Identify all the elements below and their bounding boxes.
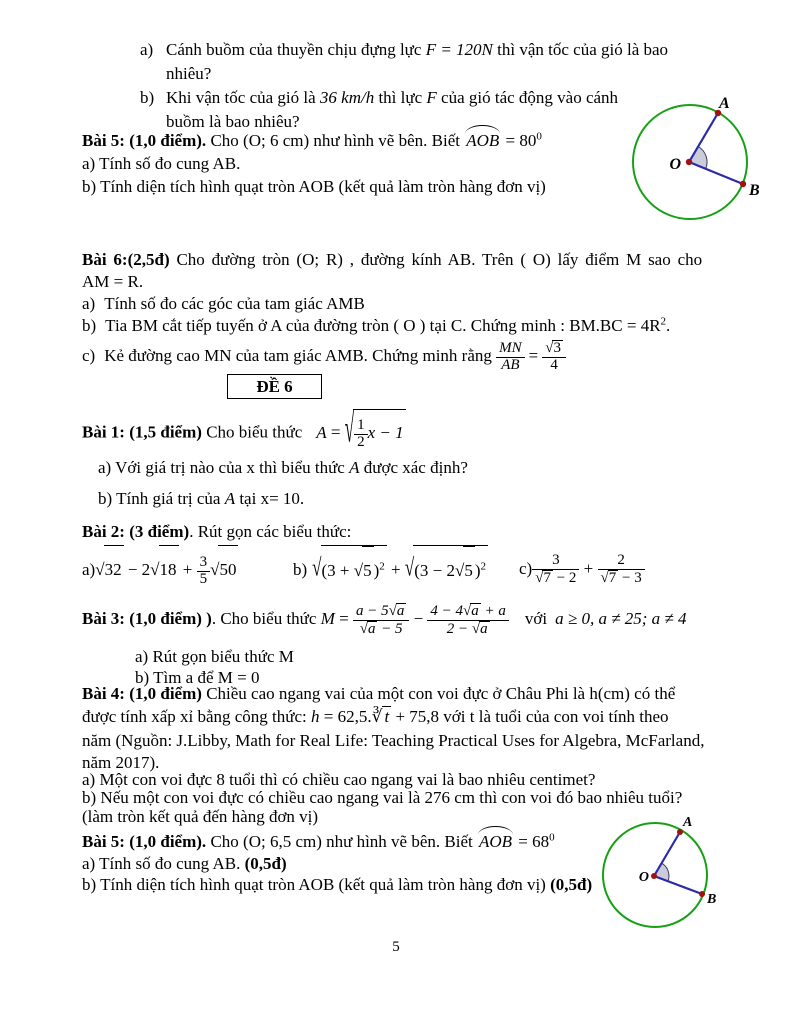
label-a: A bbox=[719, 95, 730, 112]
problem-1-title: Bài 1: (1,5 điểm) bbox=[82, 422, 202, 442]
sqrt-7: √7 bbox=[600, 570, 617, 587]
list-marker-c: c) bbox=[82, 346, 96, 365]
fraction-2-sqrt7-3: $\frac{2}{√7 - 3}$ bbox=[598, 553, 645, 587]
problem-5-item-b: b) Tính diện tích hình quạt tròn AOB (kết quả làm tròn hàng đơn vị) bbox=[82, 177, 546, 196]
equals-sign: = bbox=[334, 609, 353, 628]
outer-sqrt-2: √ (3 − 2√5 )$^2$ bbox=[405, 545, 488, 595]
label-o: O bbox=[638, 870, 649, 885]
condition-label: với bbox=[524, 609, 548, 628]
problem-6-heading bbox=[82, 249, 714, 271]
sqrt-a: √a bbox=[471, 620, 488, 637]
expression-b: b) √ (3 + √5 )$^2$ + √ (3 − 2√5 )$^2$ bbox=[293, 545, 488, 593]
problem-2-title: Bài 2: (3 điểm) bbox=[82, 522, 190, 541]
angle-value: 80 bbox=[519, 131, 537, 150]
item-c-text: Kẻ đường cao MN của tam giác AMB. Chứng minh rằng bbox=[104, 346, 497, 365]
radius-ob bbox=[689, 162, 743, 184]
point-o bbox=[686, 159, 692, 165]
problem-1-item-b: b) Tính giá trị của A tại x= 10. bbox=[98, 489, 305, 508]
list-marker-a: a) bbox=[82, 294, 96, 313]
problem-5-title: Bài 5: (1,0 điểm). bbox=[82, 131, 207, 150]
fraction-sqrt3-4: $\frac{√3}{4}$ bbox=[542, 340, 566, 374]
expression-c: c) $\frac{3}{√7 - 2}$ + $\frac{2}{√7 - 3}$ bbox=[519, 545, 645, 593]
point-o bbox=[651, 873, 657, 879]
cbrt-arg: t bbox=[384, 707, 390, 726]
problem-5b-intro: Cho (O; 6,5 cm) như hình vẽ bên. Biết bbox=[206, 832, 477, 851]
problem-5b-title: Bài 5: (1,0 điểm). bbox=[82, 832, 207, 851]
problem-3-item-b: b) Tìm a để M = 0 bbox=[135, 668, 260, 687]
problem-6-item-b bbox=[82, 315, 714, 337]
degree-sup: 0 bbox=[536, 130, 542, 143]
intro-a-line2: nhiêu? bbox=[166, 64, 212, 83]
var-a: A bbox=[349, 458, 360, 477]
problem-4-line4: năm 2017). bbox=[82, 753, 160, 772]
sqrt-a: √a bbox=[388, 602, 405, 619]
item-b-end: . bbox=[666, 316, 671, 335]
intro-b-text2: thì lực bbox=[374, 88, 427, 107]
condition-math: a ≥ 0, a ≠ 25; a ≠ 4 bbox=[555, 609, 687, 628]
intro-a-math: F = 120N bbox=[425, 40, 493, 59]
sqrt-18: √18 bbox=[150, 545, 178, 594]
intro-b-math: 36 km/h bbox=[319, 88, 375, 107]
problem-4-line1: Bài 4: (1,0 điểm) Chiều cao ngang vai của một con voi đực ở Châu Phi là h(cm) có thể bbox=[82, 684, 676, 703]
list-marker-b: b) bbox=[82, 316, 97, 335]
list-marker-b: b) bbox=[140, 88, 155, 107]
problem-1-intro: Cho biểu thức bbox=[201, 422, 303, 442]
angle-value: 68 bbox=[532, 832, 550, 851]
radius-ob bbox=[654, 876, 702, 894]
fraction-m-1: $\frac{a - 5√a}{√a - 5}$ bbox=[353, 603, 409, 638]
point-b bbox=[699, 891, 705, 897]
var-a: A bbox=[316, 422, 327, 442]
sqrt-7: √7 bbox=[535, 570, 551, 587]
problem-2-expressions bbox=[82, 545, 732, 593]
page-number: 5 bbox=[392, 939, 400, 955]
sqrt-32: √32 bbox=[95, 545, 123, 594]
list-marker-a: a) bbox=[140, 40, 154, 59]
intro-b-text: Khi vận tốc của gió là bbox=[166, 88, 320, 107]
fraction-3-sqrt7-2: $\frac{3}{√7 - 2}$ bbox=[532, 553, 579, 587]
item-b-sup: 2 bbox=[660, 315, 667, 328]
problem-4-item-a: a) Một con voi đực 8 tuổi thì có chiều cao ngang vai là bao nhiêu centimet? bbox=[82, 770, 596, 789]
problem-2-subtitle: . Rút gọn các biểu thức: bbox=[189, 522, 352, 541]
var-a: A bbox=[224, 489, 236, 508]
label-a: A bbox=[683, 815, 693, 830]
sqrt-5: √5 bbox=[455, 546, 475, 595]
equals-sign: = bbox=[514, 832, 533, 851]
intro-a-text2: thì vận tốc của gió là bao bbox=[492, 40, 669, 59]
intro-a-text: Cánh buồm của thuyền chịu đựng lực bbox=[166, 40, 426, 59]
points-badge: (0,5đ) bbox=[244, 854, 287, 873]
sqrt-5: √5 bbox=[354, 546, 374, 595]
problem-3-heading bbox=[82, 596, 687, 642]
sqrt: √3 bbox=[545, 340, 561, 357]
big-radical: √ $\frac{1}{2}$ x − 1 bbox=[345, 409, 406, 456]
problem-6 bbox=[82, 249, 714, 337]
points-badge: (0,5đ) bbox=[550, 875, 593, 894]
fraction-3-5: $\frac{3}{5}$ bbox=[197, 555, 211, 588]
circle-figure-bottom bbox=[596, 810, 776, 936]
problem-6-intro: Cho đường tròn (O; R) , đường kính AB. Trên ( O) lấy điểm M sao cho bbox=[169, 250, 703, 269]
problem-5-top bbox=[82, 129, 546, 198]
equals-sign: = bbox=[528, 346, 539, 365]
problem-5-heading bbox=[82, 129, 546, 152]
problem-5b-heading bbox=[82, 830, 555, 853]
intro-b-line2: buồm là bao nhiêu? bbox=[166, 112, 300, 131]
problem-3-intro: . Cho biểu thức bbox=[211, 609, 321, 628]
problem-3-title: Bài 3: (1,0 điểm) ) bbox=[82, 609, 212, 628]
intro-item-b bbox=[140, 86, 618, 134]
label-b: B bbox=[749, 182, 760, 199]
sqrt-a: √a bbox=[463, 602, 479, 619]
problem-5-intro: Cho (O; 6 cm) như hình vẽ bên. Biết bbox=[206, 131, 465, 150]
var-h: h bbox=[311, 707, 320, 726]
problem-1-item-a: a) Với giá trị nào của x thì biểu thức A được xác định? bbox=[98, 458, 468, 477]
problem-6-line2: AM = R. bbox=[82, 272, 144, 291]
angle-aob: AOB bbox=[478, 832, 513, 851]
fraction-mn-ab: $\frac{MN}{AB}$ bbox=[496, 341, 525, 374]
cbrt-sign: ∛ bbox=[371, 707, 383, 726]
equals-sign: = bbox=[501, 131, 520, 150]
problem-5-item-a: a) Tính số đo cung AB. bbox=[82, 154, 241, 173]
problem-4-note: (làm tròn kết quả đến hàng đơn vị) bbox=[82, 807, 319, 826]
exam-set-box: ĐỀ 6 bbox=[227, 374, 322, 399]
sqrt-50: √50 bbox=[210, 545, 238, 594]
fraction-1-2: $\frac{1}{2}$ bbox=[354, 418, 368, 451]
outer-sqrt-1: √ (3 + √5 )$^2$ bbox=[312, 545, 387, 595]
item-b-text: Tia BM cắt tiếp tuyến ở A của đường tròn ( O ) tại C. Chứng minh : BM.BC = 4R bbox=[105, 316, 661, 335]
label-o: O bbox=[669, 156, 681, 173]
problem-3-item-a: a) Rút gọn biểu thức M bbox=[135, 647, 294, 666]
problem-4-line3: năm (Nguồn: J.Libby, Math for Real Life: Teaching Practical Uses for Algebra, McFarland, bbox=[82, 731, 705, 750]
intro-b-text3: của gió tác động vào cánh bbox=[436, 88, 619, 107]
problem-6-title: Bài 6:(2,5đ) bbox=[82, 250, 170, 269]
circle-figure-top bbox=[618, 88, 792, 234]
degree-sup: 0 bbox=[549, 831, 555, 844]
problem-1-heading bbox=[82, 405, 406, 455]
problem-5b-item-b: b) Tính diện tích hình quạt tròn AOB (kết quả làm tròn hàng đơn vị) (0,5đ) bbox=[82, 875, 593, 894]
intro-b-math2: F bbox=[426, 88, 437, 107]
problem-4-item-b: b) Nếu một con voi đực có chiều cao ngang vai là 276 cm thì con voi đó bao nhiêu tuổi? bbox=[82, 788, 683, 807]
problem-6-item-a bbox=[82, 293, 714, 315]
radicand-tail: x − 1 bbox=[367, 423, 404, 442]
fraction-m-2: $\frac{4 - 4√a + a}{2 - √a}$ bbox=[427, 603, 508, 638]
point-b bbox=[740, 181, 746, 187]
angle-aob: AOB bbox=[466, 131, 500, 150]
var-m: M bbox=[320, 609, 335, 628]
problem-6-item-c bbox=[82, 336, 566, 376]
item-a-text: Tính số đo các góc của tam giác AMB bbox=[104, 294, 365, 313]
problem-5b-item-a: a) Tính số đo cung AB. (0,5đ) bbox=[82, 854, 287, 873]
problem-4-line2: được tính xấp xỉ bằng công thức: h = 62,5.∛ t + 75,8 với t là tuổi của con voi tính theo bbox=[82, 707, 669, 726]
expression-a: a)√32 − 2√18 + $\frac{3}{5}$ √50 bbox=[82, 545, 238, 593]
minus-sign: − bbox=[409, 609, 428, 628]
equals-sign: = bbox=[326, 422, 345, 442]
intro-item-a bbox=[140, 38, 668, 86]
problem-4-title: Bài 4: (1,0 điểm) bbox=[82, 684, 202, 703]
label-b: B bbox=[707, 892, 717, 907]
sqrt-a: √a bbox=[359, 620, 376, 637]
problem-2-heading bbox=[82, 520, 351, 543]
